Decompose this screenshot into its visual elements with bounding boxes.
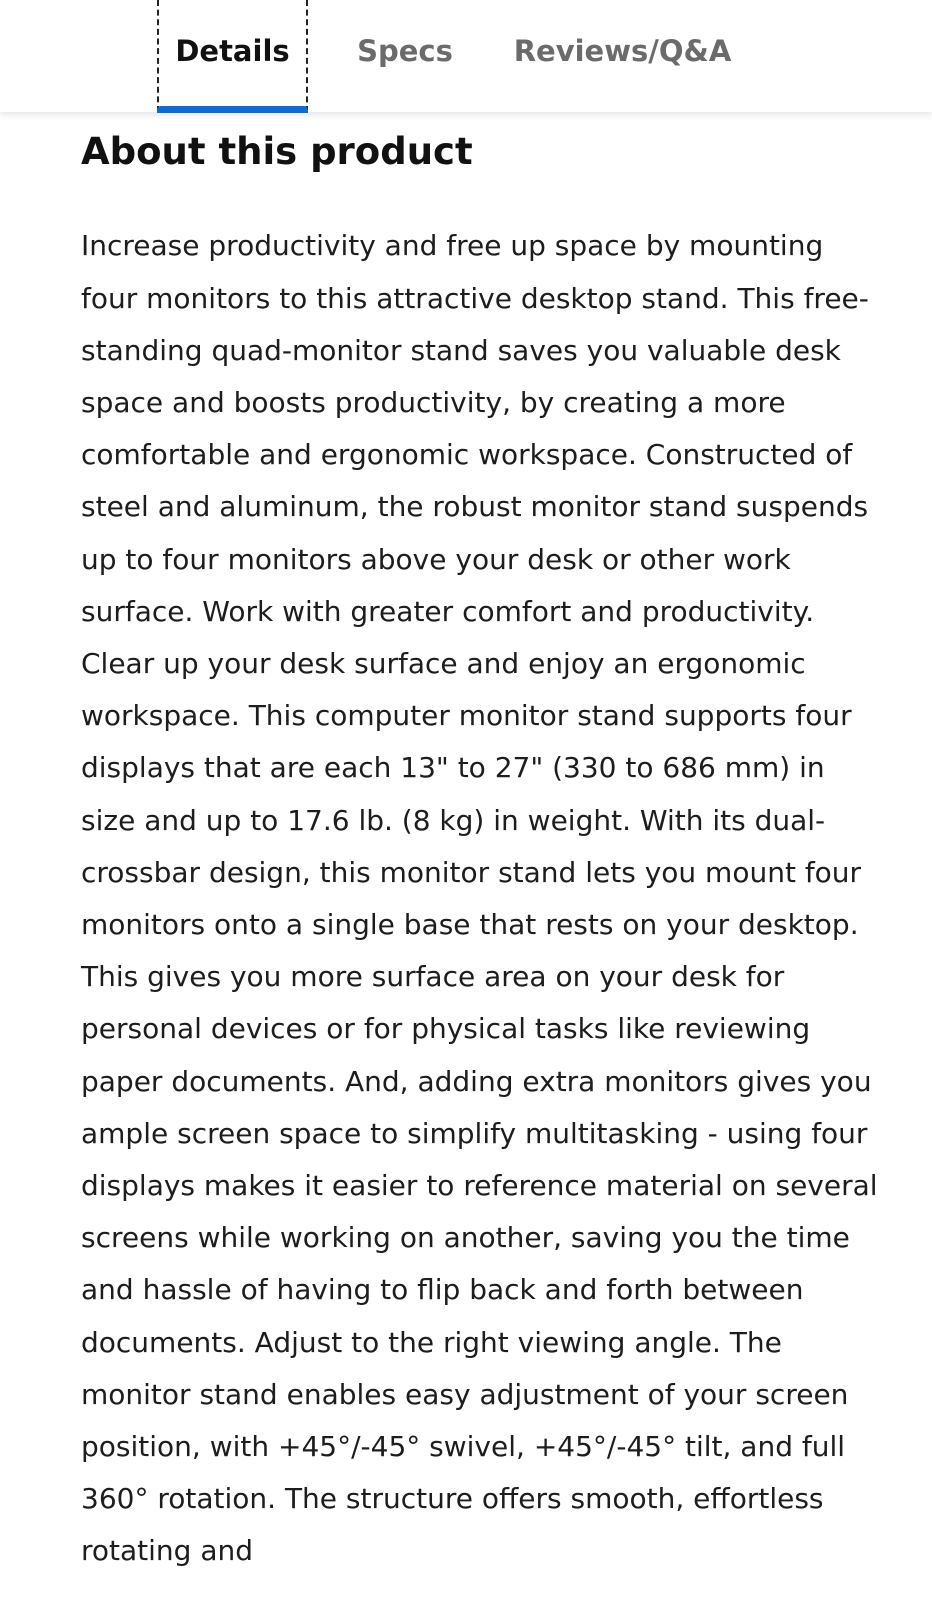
- product-description: Increase productivity and free up space by mounting four monitors to this attractive desktop stand. This free-standing quad-monitor stand saves you valuable desk space and boosts productivity, by creating a more comfortable and ergonomic workspace. Constructed of steel and aluminum, the robust monitor stand suspends up to four monitors above your desk or other work surface. Work with greater comfort and productivity. Clear up your desk surface and enjoy an ergonomic workspace. This computer monitor stand supports four displays that are each 13" to 27" (330 to 686 mm) in size and up to 17.6 lb. (8 kg) in weight. With its dual-crossbar design, this monitor stand lets you mount four monitors onto a single base that rests on your desktop. This gives you more surface area on your desk for personal devices or for physical tasks like reviewing paper documents. And, adding extra monitors gives you ample screen space to simplify multitasking - using four displays makes it easier to reference material on several screens while working on another, saving you the time and hassle of having to flip back and forth between documents. Adjust to the right viewing angle. The monitor stand enables easy adjustment of your screen position, with +45°/-45° swivel, +45°/-45° tilt, and full 360° rotation. The structure offers smooth, effortless rotating and: [81, 229, 878, 1568]
- tab-specs[interactable]: Specs: [357, 34, 453, 68]
- product-details-section: [81, 112, 881, 1578]
- tab-reviews-qa[interactable]: Reviews/Q&A: [513, 34, 732, 68]
- section-title: About this product: [81, 130, 473, 173]
- product-tab-bar: [0, 0, 932, 112]
- active-tab-indicator: [157, 106, 308, 113]
- tab-details[interactable]: Details: [157, 0, 308, 112]
